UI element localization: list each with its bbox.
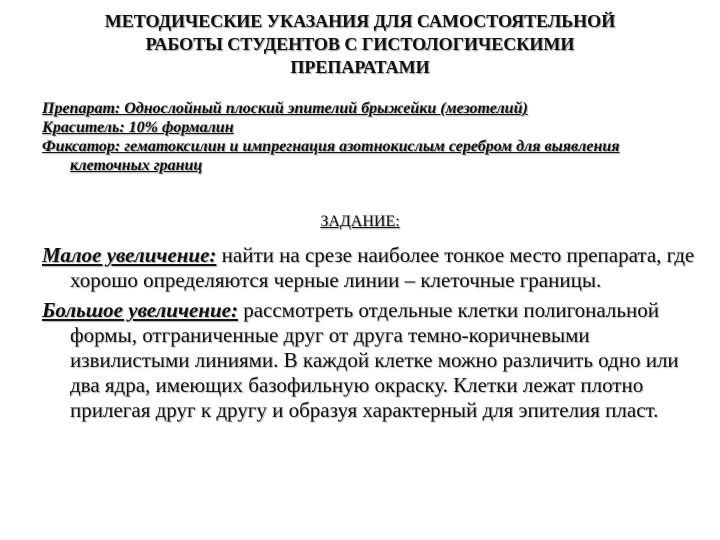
title-line-3: ПРЕПАРАТАМИ [290,57,430,77]
low-magnification-label: Малое увеличение: [42,243,217,267]
stain-line: Краситель: 10% формалин [42,119,234,136]
title-line-2: РАБОТЫ СТУДЕНТОВ С ГИСТОЛОГИЧЕСКИМИ [145,34,575,54]
high-magnification-text: рассмотреть отдельные клетки полигональной формы, отграниченные друг от друга темно-коричневыми извилистыми линиями. В каждой клетке можно различить одно или два ядра, имеющих базофильную окраску. Клетки лежат плотно прилегая друг к другу и образуя характерный для эпителия пласт. [70,298,679,422]
fixative-line: Фиксатор: гематоксилин и импрегнация азотнокислым серебром для выявления клеточных границ [42,138,620,174]
specimen-info [42,99,692,175]
high-magnification-paragraph [42,298,702,423]
page-title [60,10,660,79]
task-body [42,243,702,428]
low-magnification-text: найти на срезе наиболее тонкое место препарата, где хорошо определяются черные линии – клеточные границы. [70,243,695,292]
title-line-1: МЕТОДИЧЕСКИЕ УКАЗАНИЯ ДЛЯ САМОСТОЯТЕЛЬНОЙ [104,11,616,31]
task-heading: ЗАДАНИЕ: [320,213,400,230]
preparation-line: Препарат: Однослойный плоский эпителий брыжейки (мезотелий) [42,100,528,117]
low-magnification-paragraph [42,243,702,293]
high-magnification-label: Большое увеличение: [42,298,238,322]
